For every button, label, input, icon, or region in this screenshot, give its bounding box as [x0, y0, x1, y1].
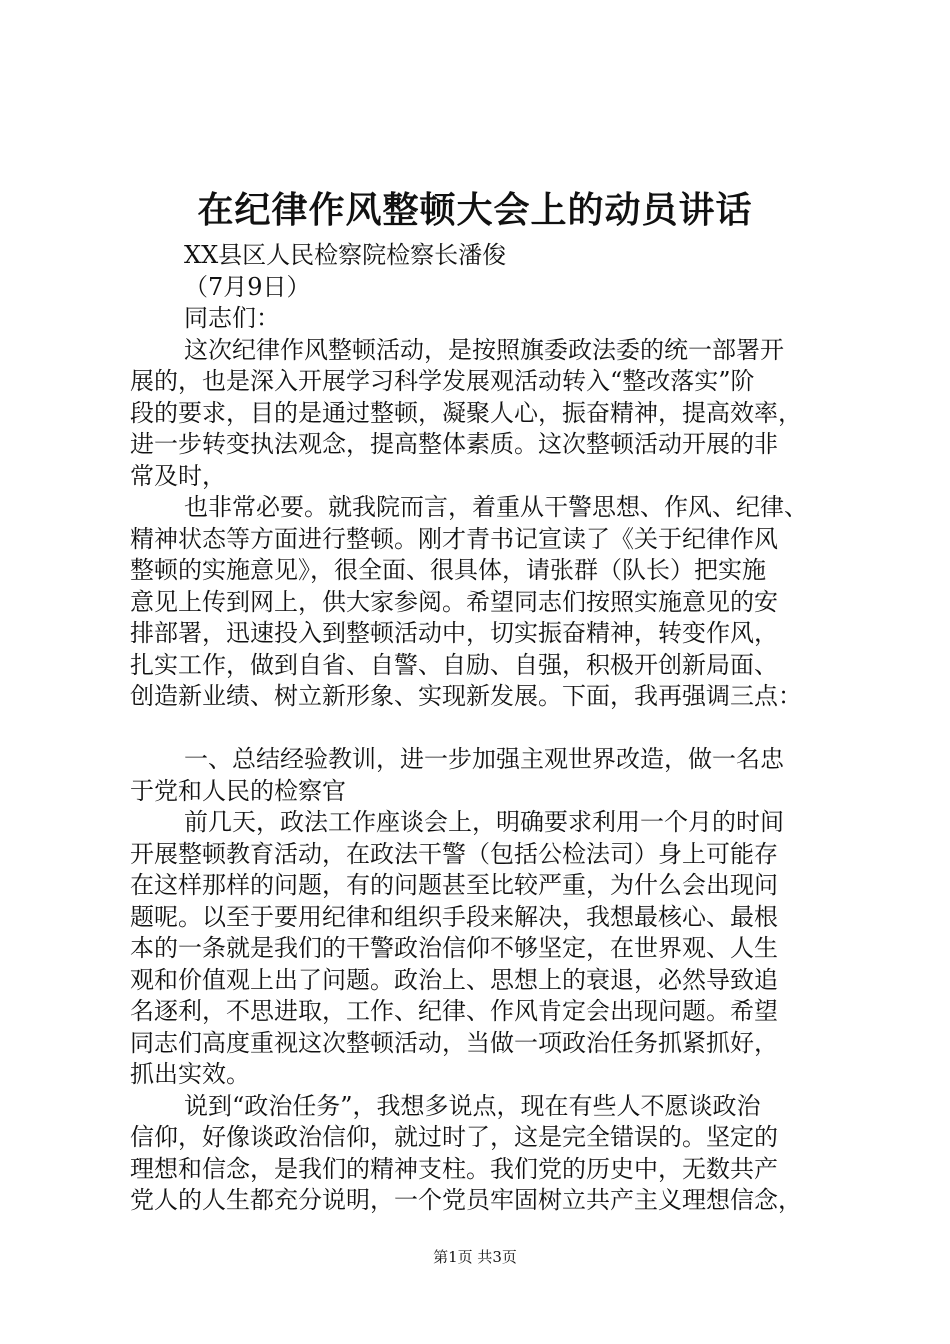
text-line: 段的要求，目的是通过整顿，凝聚人心，振奋精神，提高效率， [130, 398, 802, 427]
text-line: 理想和信念，是我们的精神支柱。我们党的历史中，无数共产 [130, 1154, 778, 1183]
text-line: 整顿的实施意见》，很全面、很具体，请张群（队长）把实施 [130, 556, 766, 584]
blank-line [130, 713, 830, 745]
text-line: 进一步转变执法观念，提高整体素质。这次整顿活动开展的非 [130, 430, 778, 458]
page-footer: 第1页 共3页 [433, 1248, 517, 1266]
text-line: 同志们高度重视这次整顿活动，当做一项政治任务抓紧抓好， [130, 1028, 778, 1057]
text-line: 扎实工作，做到自省、自警、自励、自强，积极开创新局面、 [130, 650, 778, 679]
text-line: 在这样那样的问题，有的问题甚至比较严重，为什么会出现问 [130, 871, 778, 899]
text-line: 展的，也是深入开展学习科学发展观活动转入“整改落实”阶 [130, 367, 755, 395]
document-title: 在纪律作风整顿大会上的动员讲话 [197, 189, 753, 231]
text-line: 意见上传到网上，供大家参阅。希望同志们按照实施意见的安 [130, 587, 778, 616]
text-line: 党人的人生都充分说明，一个党员牢固树立共产主义理想信念， [130, 1186, 802, 1214]
text-line: （7月9日） [184, 272, 311, 301]
text-line: 排部署，迅速投入到整顿活动中，切实振奋精神，转变作风， [130, 619, 778, 647]
text-line: 创造新业绩、树立新形象、实现新发展。下面，我再强调三点： [130, 682, 802, 710]
text-line: 开展整顿教育活动，在政法干警（包括公检法司）身上可能存 [130, 839, 778, 868]
text-line: XX县区人民检察院检察长潘俊 [184, 241, 507, 269]
text-line: 常及时， [130, 461, 226, 490]
document-body [130, 240, 830, 1217]
text-line: 于党和人民的检察官 [130, 776, 346, 805]
text-line: 精神状态等方面进行整顿。刚才青书记宣读了《关于纪律作风 [130, 524, 778, 553]
text-line: 题呢。以至于要用纪律和组织手段来解决，我想最核心、最根 [130, 902, 778, 931]
text-line: 也非常必要。就我院而言，着重从干警思想、作风、纪律、 [184, 493, 808, 521]
text-line: 名逐利，不思进取，工作、纪律、作风肯定会出现问题。希望 [130, 997, 778, 1025]
text-line: 本的一条就是我们的干警政治信仰不够坚定，在世界观、人生 [130, 934, 778, 962]
text-line: 同志们： [184, 304, 280, 332]
text-line: 前几天，政法工作座谈会上，明确要求利用一个月的时间 [184, 808, 784, 836]
text-line: 一、总结经验教训，进一步加强主观世界改造，做一名忠 [184, 745, 784, 773]
text-line: 信仰，好像谈政治信仰，就过时了，这是完全错误的。坚定的 [130, 1123, 778, 1151]
text-line: 这次纪律作风整顿活动，是按照旗委政法委的统一部署开 [184, 335, 784, 364]
text-line: 观和价值观上出了问题。政治上、思想上的衰退，必然导致追 [130, 965, 778, 994]
text-line: 说到“政治任务”，我想多说点，现在有些人不愿谈政治 [184, 1091, 761, 1120]
text-line: 抓出实效。 [130, 1060, 250, 1088]
